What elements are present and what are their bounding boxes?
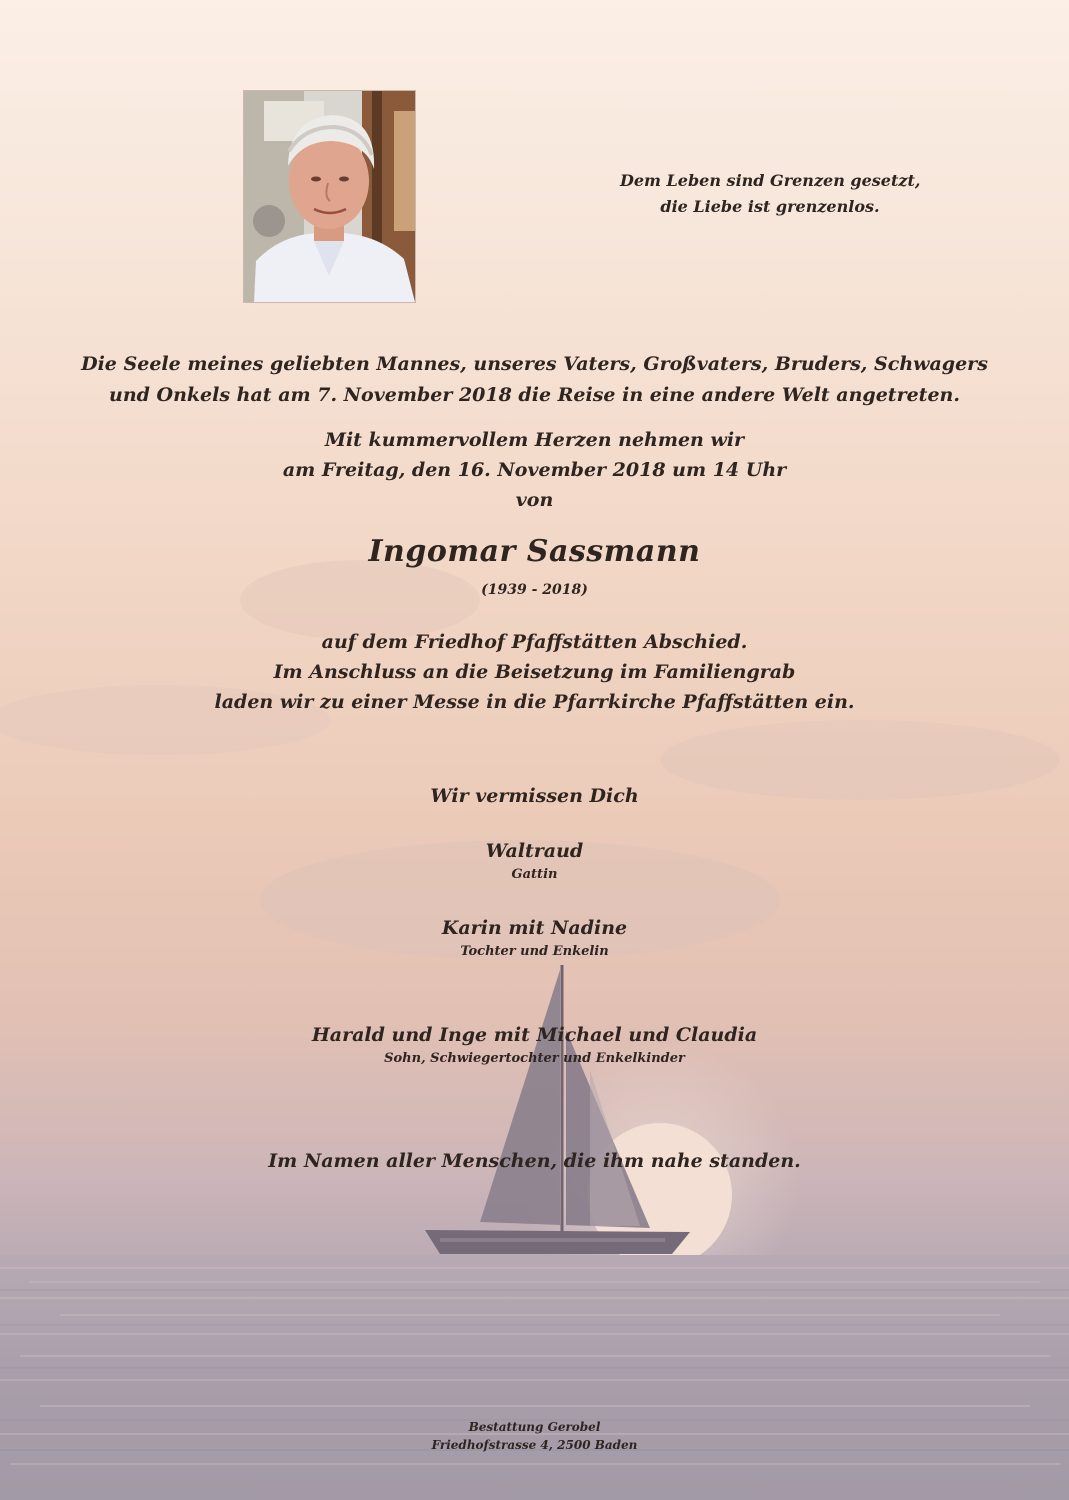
farewell-line-3: von <box>515 489 554 511</box>
ceremony-line-1: auf dem Friedhof Pfaffstätten Abschied. <box>321 631 748 653</box>
ceremony-line-3: laden wir zu einer Messe in die Pfarrkirche Pfaffstätten ein. <box>214 691 855 713</box>
mourner-names: Waltraud <box>485 840 584 862</box>
mourner-names: Harald und Inge mit Michael und Claudia <box>311 1024 758 1046</box>
intro-line-1: Die Seele meines geliebten Mannes, unseres Vaters, Großvaters, Bruders, Schwagers <box>81 353 988 375</box>
intro-line-2: und Onkels hat am 7. November 2018 die Reise in eine andere Welt angetreten. <box>109 384 960 406</box>
deceased-name: Ingomar Sassmann <box>368 534 701 569</box>
intro-paragraph <box>0 349 1069 411</box>
closing-line: Im Namen aller Menschen, die ihm nahe standen. <box>268 1150 801 1172</box>
deceased-years: (1939 - 2018) <box>481 582 588 598</box>
mourner-relation: Sohn, Schwiegertochter und Enkelkinder <box>384 1051 685 1066</box>
mourner-relation: Tochter und Enkelin <box>460 944 609 959</box>
mourners-heading: Wir vermissen Dich <box>430 785 639 807</box>
funeral-home-address: Friedhofstrasse 4, 2500 Baden <box>431 1438 638 1452</box>
funeral-home-name: Bestattung Gerobel <box>468 1420 601 1434</box>
motto-line-2: die Liebe ist grenzenlos. <box>660 197 880 216</box>
mourner-names: Karin mit Nadine <box>441 917 628 939</box>
ceremony-paragraph <box>0 627 1069 717</box>
sea-surface <box>0 1255 1069 1500</box>
ceremony-line-2: Im Anschluss an die Beisetzung im Familiengrab <box>273 661 796 683</box>
funeral-home <box>0 1418 1069 1454</box>
mourner-relation: Gattin <box>511 867 558 882</box>
farewell-line-1: Mit kummervollem Herzen nehmen wir <box>324 429 745 451</box>
farewell-line-2: am Freitag, den 16. November 2018 um 14 Uhr <box>282 459 787 481</box>
motto-line-1: Dem Leben sind Grenzen gesetzt, <box>620 171 921 190</box>
farewell-paragraph <box>0 425 1069 515</box>
portrait-photo <box>243 90 416 303</box>
motto <box>620 168 920 220</box>
